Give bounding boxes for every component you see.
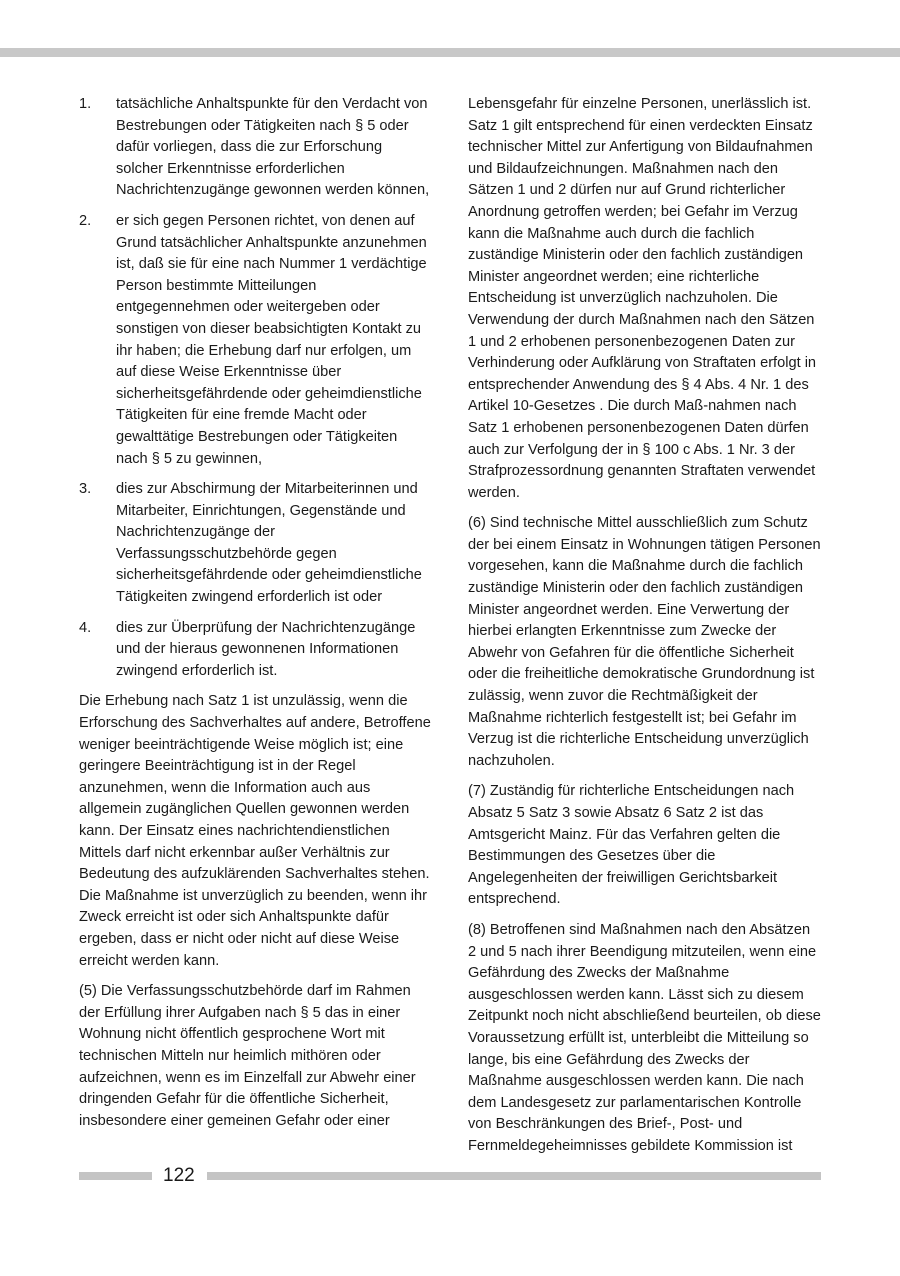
list-item-number: 1. xyxy=(79,96,92,112)
list-item-number: 4. xyxy=(79,619,92,636)
paragraph: Lebensgefahr für einzelne Personen, unerlässlich ist. Satz 1 gilt entsprechend für einen verdeckten Einsatz technischer Mittel zur Anfertigung von Bildaufnahmen und Bildaufzeichnungen. Maßnahmen nach den Sätzen 1 und 2 dürfen nur auf Grund richterlicher Anordnung getroffen werden; bei Gefahr im Verzug kann die Maßnahme auch durch die fachlich zuständige Ministerin oder den fachlich zuständigen Minister angeordnet werden; eine richterliche Entscheidung ist unverzüglich nachzuholen. Die Verwendung der durch Maßnahmen nach den Sätzen 1 und 2 erhobenen personenbezogenen Daten zur Verhinderung oder Aufklärung von Straftaten erfolgt in entsprechender Anwendung des § 4 Abs. 4 Nr. 1 des Artikel 10-Gesetzes . Die durch Maß-nahmen nach Satz 1 erhobenen personenbezogenen Daten dürfen auch zur Verfolgung der in § 100 c Abs. 1 Nr. 3 der Strafprozessordnung genannten Straftaten verwendet werden. xyxy=(468,96,817,501)
header-rule xyxy=(0,48,900,57)
list-item-number: 2. xyxy=(79,212,92,229)
list-item xyxy=(79,94,431,202)
list-item-text: dies zur Überprüfung der Nachrichtenzugänge und der hieraus gewonnenen Informationen zwingend erforderlich ist. xyxy=(116,619,416,679)
paragraph: (6) Sind technische Mittel ausschließlich zum Schutz der bei einem Einsatz in Wohnungen tätigen Personen vorgesehen, kann die Maßnahme durch die fachlich zuständige Ministerin oder den fachlich zuständigen Minister angeordnet werden. Eine Verwertung der hierbei erlangten Erkenntnisse zum Zwecke der Abwehr von Gefahren für die öffentliche Sicherheit oder die freiheitliche demokratische Grundordnung ist zulässig, wenn zuvor die Rechtmäßigkeit der Maßnahme richterlich festgestellt ist; bei Gefahr im Verzug ist die richterliche Entscheidung unverzüglich nachzuholen. xyxy=(468,515,821,769)
list-item-text: tatsächliche Anhaltspunkte für den Verdacht von Bestrebungen oder Tätigkeiten nach § 5 oder dafür vorliegen, dass die zur Erforschung solcher Erkenntnisse erforderlichen Nachrichtenzugänge gewonnen werden können, xyxy=(116,96,430,199)
list-item xyxy=(79,479,431,609)
paragraph: (8) Betroffenen sind Maßnahmen nach den Absätzen 2 und 5 nach ihrer Beendigung mitzuteilen, wenn eine Gefährdung des Zwecks der Maßnahme ausgeschlossen werden kann. Lässt sich zu diesem Zeitpunkt noch nicht abschließend beurteilen, ob diese Voraussetzung erfüllt ist, unterbleibt die Mitteilung so lange, bis eine Gefährdung des Zwecks der Maßnahme ausgeschlossen werden kann. Die nach dem Landesgesetz zur parlamentarischen Kontrolle von Beschränkungen des Brief-, Post- und Fernmeldegeheimnisses gebildete Kommission ist xyxy=(468,921,821,1154)
list-item-number: 3. xyxy=(79,481,92,498)
list-item xyxy=(79,211,431,470)
footer-rule-right xyxy=(207,1172,821,1180)
paragraph: (5) Die Verfassungsschutzbehörde darf im Rahmen der Erfüllung ihrer Aufgaben nach § 5 das in einer Wohnung nicht öffentlich gesprochene Wort mit technischen Mitteln nur heimlich mithören oder aufzeichnen, wenn es im Einzelfall zur Abwehr einer dringenden Gefahr für die öffentliche Sicherheit, insbesondere einer gemeinen Gefahr oder einer xyxy=(79,983,416,1129)
list-item-text: er sich gegen Personen richtet, von denen auf Grund tatsächlicher Anhaltspunkte anzunehmen ist, daß sie für eine nach Nummer 1 verdächtige Person bestimmte Mitteilungen entgegennehmen oder weitergeben oder sonstigen von dieser beabsichtigten Kontakt zu ihr haben; die Erhebung darf nur erfolgen, um auf diese Weise Erkenntnisse über sicherheitsgefährdende oder geheimdienstliche Tätigkeiten für eine fremde Macht oder gewalttätige Bestrebungen oder Tätigkeiten nach § 5 zu gewinnen, xyxy=(116,212,427,467)
left-column xyxy=(79,94,431,1141)
list-item-text: dies zur Abschirmung der Mitarbeiterinnen und Mitarbeiter, Einrichtungen, Gegenstände und Nachrichtenzugänge der Verfassungsschutzbehörde gegen sicherheitsgefährdende oder geheimdienstliche Tätigkeiten zwingend erforderlich ist oder xyxy=(116,481,422,606)
list-item xyxy=(79,618,431,683)
right-column xyxy=(468,94,822,1167)
paragraph: Die Erhebung nach Satz 1 ist unzulässig, wenn die Erforschung des Sachverhaltes auf andere, Betroffene weniger beeinträchtigende Weise möglich ist; eine geringere Beeinträchtigung ist in der Regel anzunehmen, wenn die Information auch aus allgemein zugänglichen Quellen gewonnen werden kann. Der Einsatz eines nachrichtendienstlichen Mittels darf nicht erkennbar außer Verhältnis zur Bedeutung des aufzuklärenden Sachverhaltes stehen. Die Maßnahme ist unverzüglich zu beenden, wenn ihr Zweck erreicht ist oder sich Anhaltspunkte dafür ergeben, dass er nicht oder nicht auf diese Weise erreicht werden kann. xyxy=(79,693,431,969)
footer-rule-left xyxy=(79,1172,152,1180)
page-number: 122 xyxy=(163,1165,195,1186)
paragraph: (7) Zuständig für richterliche Entscheidungen nach Absatz 5 Satz 3 sowie Absatz 6 Satz 2 ist das Amtsgericht Mainz. Für das Verfahren gelten die Bestimmungen des Gesetzes über die Angelegenheiten der freiwilligen Gerichtsbarkeit entsprechend. xyxy=(468,783,795,908)
